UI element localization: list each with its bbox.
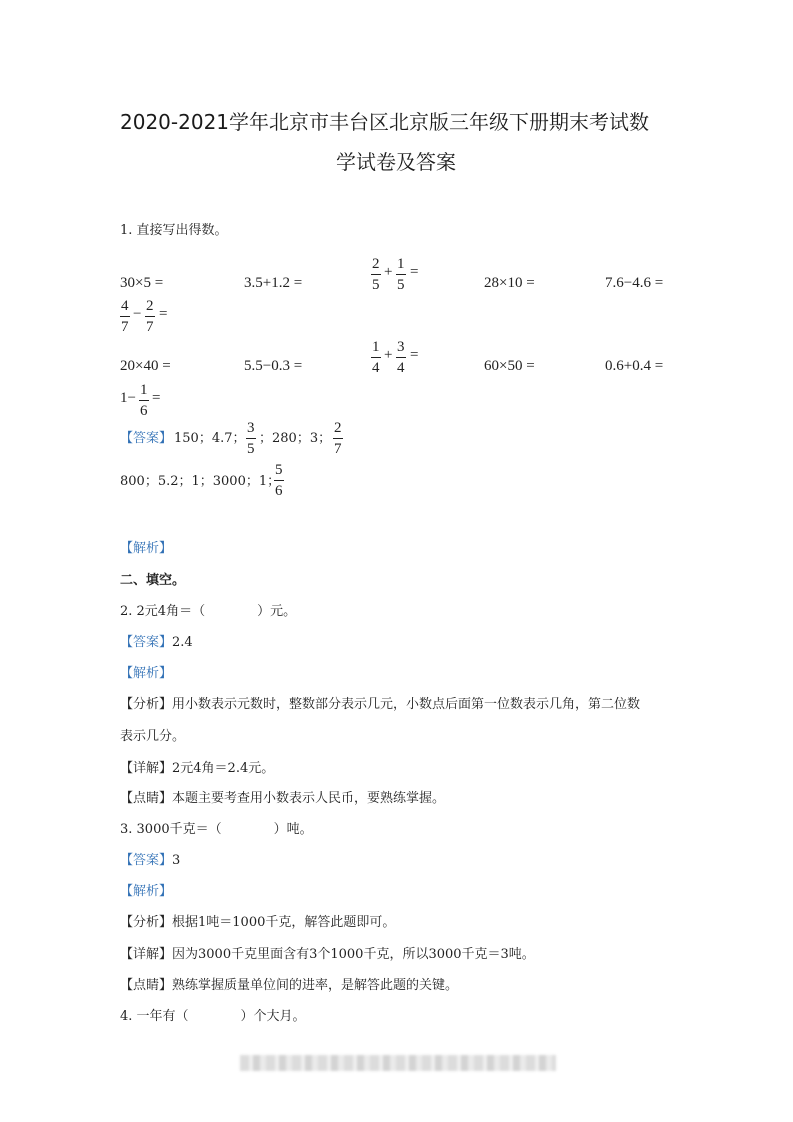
q3-dianjing-text: 熟练掌握质量单位间的进率，是解答此题的关键。 <box>172 978 459 993</box>
q3-answer-value: 3 <box>172 853 181 868</box>
q1-header: 1. 直接写出得数。 <box>120 223 228 238</box>
q1-answer-tag: 【答案】 <box>120 431 173 446</box>
q2-xiangjie-tag: 【详解】 <box>120 761 173 776</box>
q2-fenxi-tag: 【分析】 <box>120 697 173 712</box>
q3-answer-tag: 【答案】 <box>120 853 173 868</box>
q1-row2-frac-a: 1 4 <box>372 339 380 376</box>
q1-answer-frac2: 2 7 <box>334 420 342 457</box>
q3-fenxi-text: 根据1吨＝1000千克，解答此题即可。 <box>172 915 396 930</box>
q2-fenxi <box>120 695 640 715</box>
q1-analysis-tag: 【解析】 <box>120 541 173 556</box>
q1-row1-frac-a: 2 5 <box>372 256 380 293</box>
q1-row2-item4: 0.6+0.4 = <box>605 358 664 374</box>
q2-dianjing-text: 本题主要考查用小数表示人民币，要熟练掌握。 <box>172 791 446 806</box>
q2-dianjing-tag: 【点睛】 <box>120 791 173 806</box>
q2-answer <box>120 633 193 653</box>
q1-answer-frac3: 5 6 <box>275 462 283 499</box>
q1-answer-part2: ；280；3； <box>259 431 332 446</box>
q1-row2b-frac: 1 6 <box>140 382 148 419</box>
q1-row1b-frac-a: 4 7 <box>121 298 129 335</box>
q1-answer-part1: 150；4.7； <box>174 431 246 446</box>
q1-row2-item2: 5.5−0.3 = <box>244 358 303 374</box>
q1-row1-item1: 30×5 = <box>120 275 164 291</box>
q1-row1-frac-op: + <box>384 264 393 280</box>
q1-row2b-prefix: 1− <box>120 390 136 406</box>
q1-row1-frac-eq: = <box>410 264 419 280</box>
q2-dianjing <box>120 789 445 809</box>
q1-row1b-frac-eq: = <box>159 306 168 322</box>
q2-question: 2. 2元4角＝（ ）元。 <box>120 604 297 619</box>
q3-xiangjie-tag: 【详解】 <box>120 947 173 962</box>
q1-row2-item1: 20×40 = <box>120 358 171 374</box>
q1-row2-frac-op: + <box>384 347 393 363</box>
q1-answer-frac1: 3 5 <box>247 420 255 457</box>
q2-fenxi-line1: 用小数表示元数时，整数部分表示几元，小数点后面第一位数表示几角，第二位数 <box>172 697 641 712</box>
q2-answer-tag: 【答案】 <box>120 635 173 650</box>
q3-xiangjie-text: 因为3000千克里面含有3个1000千克，所以3000千克＝3吨。 <box>172 947 535 962</box>
q2-xiangjie-text: 2元4角＝2.4元。 <box>172 761 275 776</box>
q3-fenxi-tag: 【分析】 <box>120 915 173 930</box>
q3-dianjing <box>120 976 458 996</box>
section2-heading: 二、填空。 <box>120 573 186 588</box>
q2-xiangjie <box>120 759 274 779</box>
q1-row1-item3: 28×10 = <box>484 275 535 291</box>
q4-question: 4. 一年有（ ）个大月。 <box>120 1009 306 1024</box>
q1-row2-frac-b: 3 4 <box>397 339 405 376</box>
q1-row2-frac-eq: = <box>410 347 419 363</box>
q3-fenxi <box>120 913 395 933</box>
q1-row1b-frac-op: − <box>133 306 142 322</box>
q1-row1-item4: 7.6−4.6 = <box>605 275 664 291</box>
q1-row2b-eq: = <box>152 390 161 406</box>
q1-row2-item3: 60×50 = <box>484 358 535 374</box>
q2-fenxi-line2: 表示几分。 <box>120 729 186 744</box>
q3-answer <box>120 851 180 871</box>
q3-xiangjie <box>120 945 535 965</box>
blurred-footer-watermark <box>240 1055 556 1071</box>
q3-dianjing-tag: 【点睛】 <box>120 978 173 993</box>
q1-row1-item2: 3.5+1.2 = <box>244 275 303 291</box>
document-title-line1: 2020-2021学年北京市丰台区北京版三年级下册期末考试数 <box>120 110 650 134</box>
q1-answer-line2: 800；5.2；1；3000；1； <box>120 474 281 489</box>
q1-row1-frac-b: 1 5 <box>397 256 405 293</box>
q1-row1b-frac-b: 2 7 <box>146 298 154 335</box>
q3-analysis-tag: 【解析】 <box>120 884 173 899</box>
q2-answer-value: 2.4 <box>172 635 193 650</box>
document-title-line2: 学试卷及答案 <box>336 150 456 174</box>
q2-analysis-tag: 【解析】 <box>120 666 173 681</box>
q3-question: 3. 3000千克＝（ ）吨。 <box>120 822 313 837</box>
